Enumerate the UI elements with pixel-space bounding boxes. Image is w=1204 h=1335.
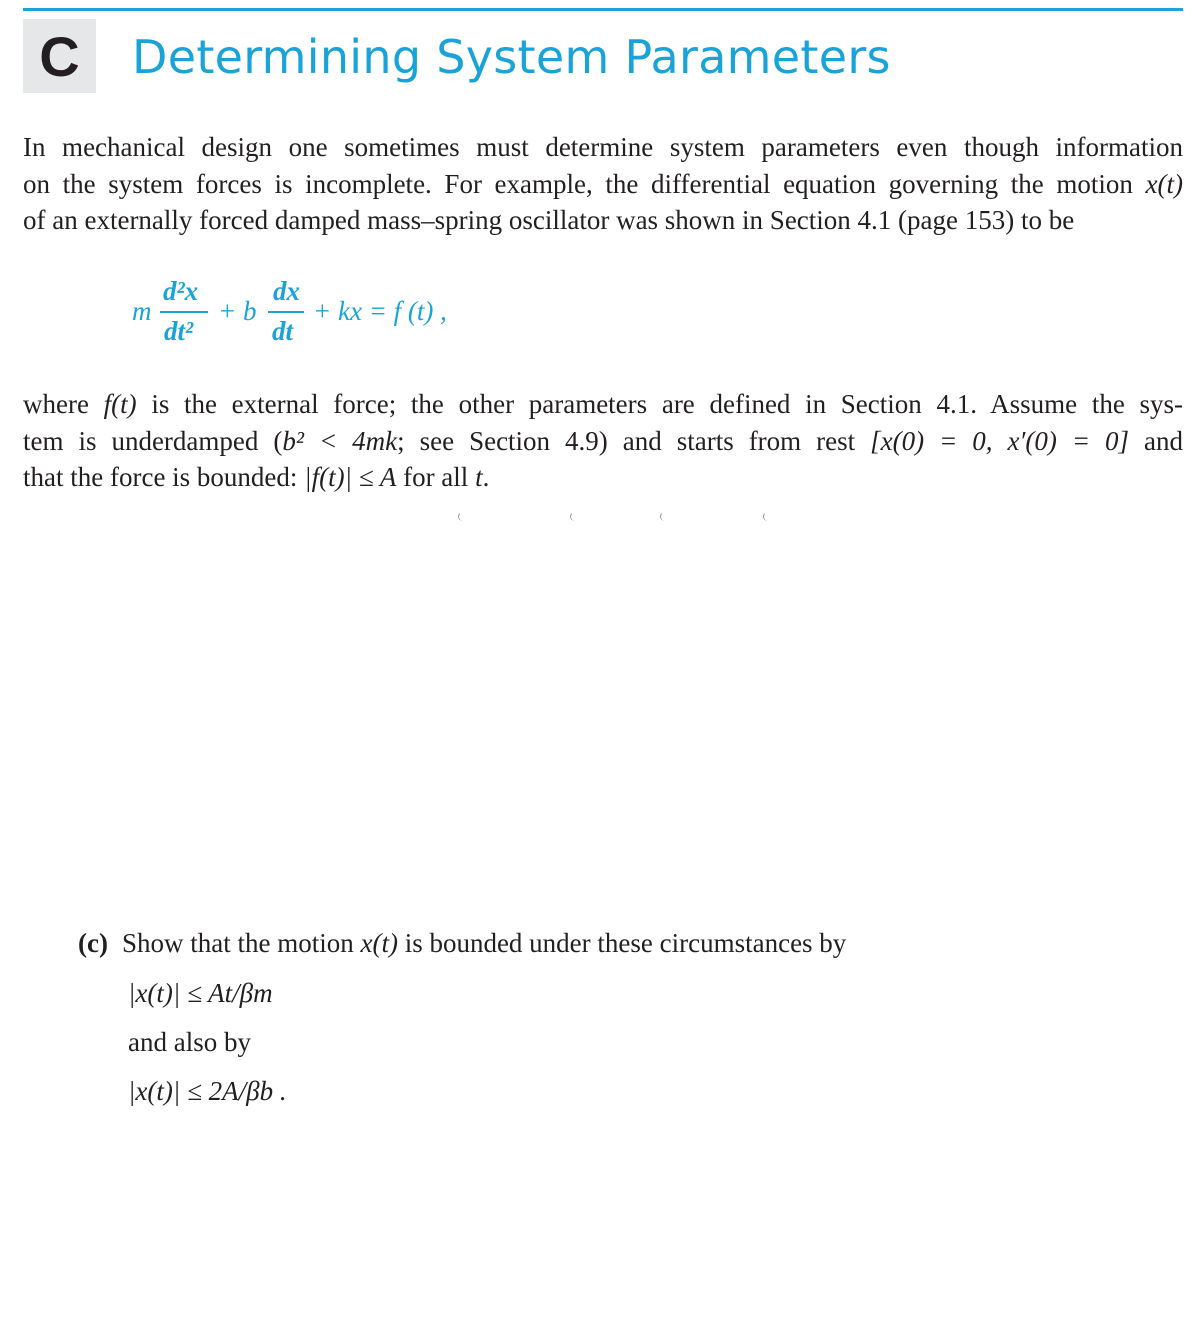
part-c-text-pre: Show that the motion (121, 928, 361, 958)
cropped-glyph-artifact (458, 512, 488, 518)
math-f-of-t: f(t) (103, 389, 137, 419)
eq-dx: dx (273, 276, 300, 306)
intro-line-1: In mechanical design one sometimes must determine system parameters even though information (23, 132, 1183, 162)
appendix-letter-badge: C (23, 19, 96, 93)
part-c-prompt (78, 928, 846, 959)
math-x-of-t: x(t) (1145, 168, 1183, 199)
assumption-l2-a: tem is underdamped ( (23, 425, 283, 456)
assumption-l1-a: where (23, 389, 104, 419)
assumption-line-1 (23, 386, 1183, 423)
eq-dt2: dt² (164, 316, 194, 346)
eq-d2x: d²x (163, 276, 199, 306)
intro-line-2 (23, 166, 1183, 203)
eq-plus-b: + b (218, 296, 257, 326)
assumption-line-3 (23, 459, 1183, 496)
eq-fraction-bar-2 (268, 311, 304, 313)
eq-rest: + kx = f (t) , (313, 296, 447, 326)
top-rule (23, 8, 1183, 11)
bound-1: |x(t)| ≤ At/βm (128, 978, 273, 1008)
assumption-l3-c: . (482, 462, 490, 492)
assumption-l2-c: and (1129, 425, 1184, 456)
intro-line-3: of an externally forced damped mass–spring oscillator was shown in Section 4.1 (page 153) to be (23, 205, 1075, 235)
intro-line-2-text: on the system forces is incomplete. For example, the differential equation governing the motion (23, 168, 1146, 199)
bound-2: |x(t)| ≤ 2A/βb . (128, 1076, 287, 1106)
math-initial-conditions: [x(0) = 0, x′(0) = 0] (870, 425, 1130, 456)
cropped-glyph-artifact (660, 512, 690, 518)
cropped-glyph-artifact (763, 512, 793, 518)
math-underdamped-condition: b² < 4mk (282, 425, 398, 456)
assumption-l1-b: is the external force; the other parameters are defined in Section 4.1. Assume the sys- (136, 389, 1183, 419)
and-also-text: and also by (128, 1027, 251, 1057)
math-t: t (475, 462, 483, 492)
eq-fraction-bar-1 (160, 311, 208, 313)
cropped-glyph-artifact (570, 512, 600, 518)
assumption-l2-b: ; see Section 4.9) and starts from rest (397, 425, 871, 456)
assumption-l3-b: for all (396, 462, 476, 492)
eq-m: m (132, 296, 152, 326)
math-force-bound: |f(t)| ≤ A (304, 462, 397, 492)
page-title: Determining System Parameters (132, 30, 891, 84)
part-c-text-post: is bounded under these circumstances by (397, 928, 847, 958)
assumption-line-2 (23, 423, 1183, 460)
part-c-label: (c) (78, 928, 108, 958)
eq-dt: dt (272, 316, 294, 346)
math-x-of-t: x(t) (360, 928, 398, 958)
assumption-paragraph (23, 386, 1183, 496)
assumption-l3-a: that the force is bounded: (23, 462, 305, 492)
intro-paragraph (23, 129, 1183, 239)
